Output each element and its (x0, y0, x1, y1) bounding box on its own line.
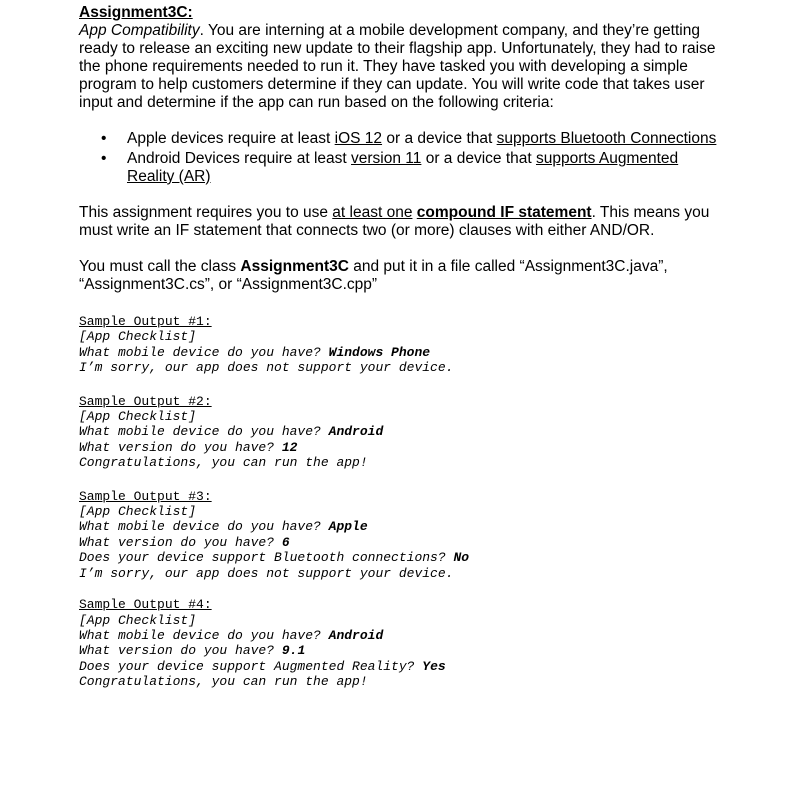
requirement-paragraph (79, 204, 719, 240)
sample-header: Sample Output #3: (79, 488, 212, 504)
classname-text: You must call the class (79, 258, 241, 275)
intro-paragraph (79, 22, 719, 112)
assignment-title: Assignment3C: (79, 4, 193, 21)
sample-answer: 12 (281, 439, 298, 455)
sample-line (79, 613, 719, 628)
classname-text: and put it in a file called “Assignment3C.java”, “Assignment3C.cs”, or “Assignment3C.cpp” (79, 258, 668, 293)
sample-prompt: Does your device support Augmented Reality? (79, 658, 423, 674)
criteria-text: or a device that (382, 130, 497, 147)
sample-line (79, 455, 719, 470)
criteria-underlined: supports Bluetooth Connections (496, 130, 717, 147)
sample-header: Sample Output #4: (79, 597, 212, 613)
criteria-item-android (101, 150, 719, 186)
sample-line (79, 440, 719, 455)
criteria-text: or a device that (421, 150, 536, 167)
sample-line (79, 360, 719, 375)
sample-line (79, 659, 719, 674)
sample-prompt: What version do you have? (79, 643, 282, 659)
sample-prompt: Congratulations, you can run the app! (79, 674, 368, 690)
sample-answer: 6 (281, 534, 290, 550)
sample-header: Sample Output #2: (79, 393, 212, 409)
sample-line (79, 566, 719, 581)
sample-line (79, 643, 719, 658)
bullet-dot: • (101, 130, 107, 147)
sample-line (79, 674, 719, 689)
intro-text: . You are interning at a mobile development company, and they’re getting ready to release an exciting new update to their flagship app. Unfortunately, they had to raise the phone requirements needed to run it. They have tasked you with developing a simple program to help customers determine if they can update. You will write code that takes user input and determine if the app can run based on the following criteria: (79, 22, 716, 111)
sample-output-2 (79, 394, 719, 471)
sample-line (79, 535, 719, 550)
requirement-underlined: at least one (332, 204, 413, 221)
sample-line (79, 424, 719, 439)
sample-output-1 (79, 314, 719, 376)
sample-answer: 9.1 (281, 643, 306, 659)
sample-answer: Yes (422, 658, 446, 674)
sample-line (79, 550, 719, 565)
criteria-underlined: supports Augmented Reality (AR) (127, 150, 679, 185)
sample-prompt: What version do you have? (79, 534, 282, 550)
sample-answer: Apple (328, 519, 368, 535)
sample-outputs (79, 314, 719, 690)
criteria-underlined: iOS 12 (334, 130, 383, 147)
sample-line (79, 519, 719, 534)
sample-prompt: What mobile device do you have? (79, 519, 329, 535)
sample-line (79, 628, 719, 643)
sample-answer: Android (328, 627, 384, 643)
criteria-text: Android Devices require at least (127, 150, 352, 167)
document (79, 4, 719, 690)
requirement-text: This assignment requires you to use (79, 204, 333, 221)
criteria-item-apple (101, 130, 719, 148)
sample-prompt: What mobile device do you have? (79, 344, 329, 360)
criteria-underlined: version 11 (351, 150, 422, 167)
bullet-dot: • (101, 150, 107, 167)
sample-prompt: I’m sorry, our app does not support your device. (79, 360, 454, 376)
sample-line (79, 329, 719, 344)
requirement-text: . This means you must write an IF statement that connects two (or more) clauses with either AND/OR. (79, 204, 710, 239)
sample-answer: Android (328, 424, 384, 440)
criteria-text: Apple devices require at least (127, 130, 335, 147)
sample-answer: No (453, 550, 470, 566)
sample-prompt: What mobile device do you have? (79, 424, 329, 440)
sample-prompt: I’m sorry, our app does not support your device. (79, 565, 454, 581)
classname-paragraph (79, 258, 719, 294)
sample-output-3 (79, 489, 719, 581)
sample-header: Sample Output #1: (79, 314, 212, 329)
sample-prompt: Congratulations, you can run the app! (79, 455, 368, 471)
requirement-bold-underlined: compound IF statement (416, 204, 592, 221)
sample-prompt: [App Checklist] (79, 612, 197, 628)
sample-prompt: What mobile device do you have? (79, 627, 329, 643)
sample-prompt: [App Checklist] (79, 504, 197, 520)
sample-line (79, 409, 719, 424)
sample-prompt: [App Checklist] (79, 329, 197, 345)
criteria-list (79, 130, 719, 186)
sample-line (79, 504, 719, 519)
sample-prompt: What version do you have? (79, 439, 282, 455)
sample-output-4 (79, 597, 719, 689)
sample-prompt: [App Checklist] (79, 409, 197, 425)
classname-bold: Assignment3C (240, 258, 349, 275)
sample-line (79, 345, 719, 360)
sample-prompt: Does your device support Bluetooth connections? (79, 550, 454, 566)
intro-italic-lead: App Compatibility (79, 22, 200, 39)
sample-answer: Windows Phone (328, 344, 431, 360)
